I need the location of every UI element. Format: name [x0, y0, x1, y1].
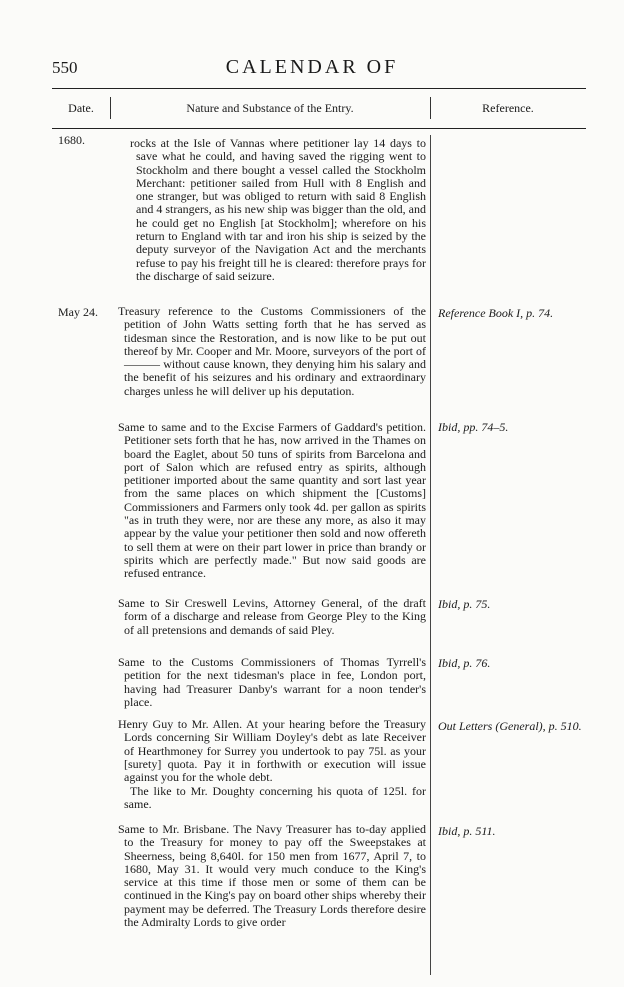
entry-text: Same to same and to the Excise Farmers of Gaddard's petition. Petitioner sets forth that he has, now arrived in the Thames on board the Eaglet, about 50 tuns of spirits from Barcelona and port of Salon which are refused entry as spirits, although petitioner imported about the same quantity and sort last year from the same places on which shipment the [Customs] Commissioners and Farmers only took 4d. per gallon as spirits "as in truth they were, nor are these any more, as also it may appear by the value your petitioner then sold and now offereth to sell them at were on their part lower in price than brandy or spirits which are perfectly made." But now said goods are refused entrance.	[118, 420, 426, 581]
page-number: 550	[52, 58, 78, 77]
entry-text: Same to Mr. Brisbane. The Navy Treasurer has to-day applied to the Treasury for money to pay off the Sweepstakes at Sheerness, being 8,640l. for 150 men from 1677, April 7, to 1680, May 31. It would very much conduce to the King's service at this time if those men or some of them can be continued in the King's pay on board other ships whereby their payment may be deferred. The Treasury Lords therefore desire the Admiralty Lords to give order	[118, 822, 426, 930]
entry-reference: Ibid, pp. 74–5.	[438, 420, 509, 434]
entry-text: Henry Guy to Mr. Allen. At your hearing before the Treasury Lords concerning Sir William Doyley's debt as late Receiver of Hearthmoney for Surrey you undertook to pay 75l. as your [surety] quota. Pay it in forthwith or execution will issue against you for the whole debt.	[118, 717, 426, 785]
entry-reference: Ibid, p. 75.	[438, 597, 491, 611]
entry-text: Same to Sir Creswell Levins, Attorney General, of the draft form of a discharge and release from George Pley to the King of all pretensions and demands of said Pley.	[118, 596, 426, 637]
header-rule-top	[52, 88, 586, 89]
entry-reference: Out Letters (General), p. 510.	[438, 719, 582, 733]
entry-text-continued: The like to Mr. Doughty concerning his quota of 125l. for same.	[124, 784, 426, 812]
column-header-date: Date.	[68, 101, 94, 115]
entry-text: Treasury reference to the Customs Commissioners of the petition of John Watts setting forth that he has served as tidesman since the Restoration, and is now like to be put out thereof by Mr. Cooper and Mr. Moore, surveyors of the port of ——— without cause known, they denying him his salary and the benefit of his seizures and his ordinary and extraordinary charges unless he will deliver up his deputation.	[118, 304, 426, 398]
entry-text: rocks at the Isle of Vannas where petitioner lay 14 days to save what he could, and having saved the rigging went to Stockholm and there bought a vessel called the Stockholm Merchant: petitioner sailed from Hull with 8 English and one stranger, but was obliged to return with said 8 English and 4 strangers, as his new ship was bigger than the old, and he could get no English [at Stockholm]; wherefore on his return to England with tar and iron his ship is seized by the deputy surveyor of the Navigation Act and the merchants refuse to pay his freight till he is cleared: therefore prays for the discharge of said seizure.	[130, 136, 426, 283]
header-rule-bottom	[52, 128, 586, 129]
entry-reference: Ibid, p. 511.	[438, 824, 496, 838]
running-title: CALENDAR OF	[225, 56, 399, 78]
entry-text: Same to the Customs Commissioners of Thomas Tyrrell's petition for the next tidesman's place in fee, London port, having had Treasurer Danby's warrant for a noon tender's place.	[118, 655, 426, 709]
entry-reference: Ibid, p. 76.	[438, 656, 491, 670]
reference-column-rule	[430, 135, 431, 975]
column-header-nature: Nature and Substance of the Entry.	[186, 101, 354, 115]
entry-date: May 24.	[58, 305, 98, 319]
entry-date: 1680.	[58, 133, 85, 147]
entry-reference: Reference Book I, p. 74.	[438, 306, 554, 320]
column-header-reference: Reference.	[482, 101, 534, 115]
